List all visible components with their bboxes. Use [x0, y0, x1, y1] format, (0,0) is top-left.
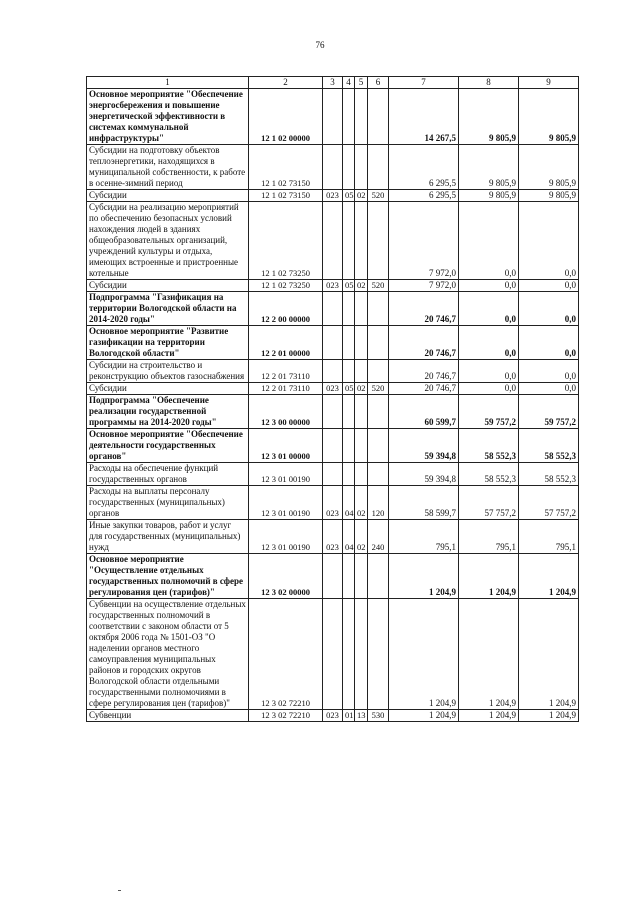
amount-col-9: 9 805,9	[519, 145, 579, 190]
section-code: 05	[343, 280, 355, 292]
row-name: Основное мероприятие "Развитие газификации на территории Вологодской области"	[87, 326, 249, 360]
row-name: Подпрограмма "Обеспечение реализации государственной программы на 2014-2020 годы"	[87, 395, 249, 429]
amount-col-9: 59 757,2	[519, 395, 579, 429]
ministry-code	[323, 145, 343, 190]
ministry-code	[323, 360, 343, 383]
ministry-code: 023	[323, 520, 343, 554]
subsection-code: 02	[355, 190, 368, 202]
subsection-code: 02	[355, 383, 368, 395]
section-code	[343, 599, 355, 710]
target-article-code: 12 1 02 00000	[249, 89, 323, 145]
target-article-code: 12 1 02 73250	[249, 280, 323, 292]
amount-col-7: 7 972,0	[389, 202, 459, 280]
amount-col-8: 0,0	[459, 360, 519, 383]
section-code	[343, 395, 355, 429]
table-row	[87, 554, 579, 599]
expense-type-code: 520	[368, 383, 389, 395]
amount-col-8: 1 204,9	[459, 599, 519, 710]
row-name: Подпрограмма "Газификация на территории Вологодской области на 2014-2020 годы"	[87, 292, 249, 326]
row-name: Субсидии	[87, 190, 249, 202]
amount-col-9: 1 204,9	[519, 710, 579, 722]
amount-col-8: 1 204,9	[459, 710, 519, 722]
amount-col-7: 59 394,8	[389, 429, 459, 463]
amount-col-9: 0,0	[519, 326, 579, 360]
section-code: 05	[343, 383, 355, 395]
subsection-code	[355, 360, 368, 383]
header-cell: 9	[519, 77, 579, 89]
amount-col-7: 20 746,7	[389, 292, 459, 326]
margin-mark	[118, 890, 121, 891]
target-article-code: 12 2 01 73110	[249, 360, 323, 383]
subsection-code	[355, 89, 368, 145]
ministry-code: 023	[323, 710, 343, 722]
target-article-code: 12 3 01 00190	[249, 463, 323, 486]
amount-col-9: 0,0	[519, 202, 579, 280]
amount-col-8: 58 552,3	[459, 429, 519, 463]
table-row	[87, 486, 579, 520]
ministry-code	[323, 202, 343, 280]
ministry-code	[323, 326, 343, 360]
row-name: Субсидии	[87, 280, 249, 292]
page-number: 76	[315, 40, 325, 50]
section-code	[343, 429, 355, 463]
expense-type-code: 520	[368, 280, 389, 292]
amount-col-8: 9 805,9	[459, 145, 519, 190]
section-code	[343, 292, 355, 326]
amount-col-9: 9 805,9	[519, 89, 579, 145]
amount-col-8: 59 757,2	[459, 395, 519, 429]
expense-type-code	[368, 395, 389, 429]
header-cell: 1	[87, 77, 249, 89]
row-name: Субвенции на осуществление отдельных государственных полномочий в соответствии с законом области от 5 октября 2006 года № 1501-ОЗ "О наделении органов местного самоуправления муниципальных районов и городских округов Вологодской области отдельными государственными полномочиями в сфере регулирования цен (тарифов)"	[87, 599, 249, 710]
table-row	[87, 360, 579, 383]
amount-col-8: 9 805,9	[459, 89, 519, 145]
header-cell: 6	[368, 77, 389, 89]
expense-type-code	[368, 463, 389, 486]
subsection-code	[355, 292, 368, 326]
expense-type-code	[368, 326, 389, 360]
section-code	[343, 326, 355, 360]
amount-col-7: 20 746,7	[389, 326, 459, 360]
ministry-code	[323, 292, 343, 326]
section-code	[343, 202, 355, 280]
section-code: 01	[343, 710, 355, 722]
table-row	[87, 383, 579, 395]
target-article-code: 12 3 02 72210	[249, 710, 323, 722]
header-row	[87, 77, 579, 89]
subsection-code	[355, 599, 368, 710]
subsection-code: 02	[355, 280, 368, 292]
ministry-code	[323, 89, 343, 145]
table-row	[87, 326, 579, 360]
ministry-code: 023	[323, 190, 343, 202]
row-name: Субсидии на строительство и реконструкцию объектов газоснабжения	[87, 360, 249, 383]
table-row	[87, 280, 579, 292]
amount-col-7: 795,1	[389, 520, 459, 554]
row-name: Основное мероприятие "Осуществление отдельных государственных полномочий в сфере регулирования цен (тарифов)"	[87, 554, 249, 599]
row-name: Субсидии на реализацию мероприятий по обеспечению безопасных условий нахождения людей в зданиях общеобразовательных организаций, учреждений культуры и отдыха, имеющих встроенные и пристроенные котельные	[87, 202, 249, 280]
target-article-code: 12 1 02 73150	[249, 145, 323, 190]
subsection-code: 02	[355, 520, 368, 554]
subsection-code: 13	[355, 710, 368, 722]
row-name: Расходы на обеспечение функций государственных органов	[87, 463, 249, 486]
subsection-code	[355, 554, 368, 599]
amount-col-8: 795,1	[459, 520, 519, 554]
amount-col-7: 20 746,7	[389, 360, 459, 383]
expense-type-code: 120	[368, 486, 389, 520]
table-row	[87, 599, 579, 710]
amount-col-9: 0,0	[519, 360, 579, 383]
amount-col-8: 0,0	[459, 292, 519, 326]
expense-type-code	[368, 292, 389, 326]
subsection-code	[355, 326, 368, 360]
target-article-code: 12 1 02 73250	[249, 202, 323, 280]
budget-table	[86, 76, 579, 722]
expense-type-code	[368, 599, 389, 710]
amount-col-7: 58 599,7	[389, 486, 459, 520]
target-article-code: 12 3 02 72210	[249, 599, 323, 710]
table-row	[87, 463, 579, 486]
target-article-code: 12 2 01 00000	[249, 326, 323, 360]
amount-col-9: 58 552,3	[519, 463, 579, 486]
subsection-code: 02	[355, 486, 368, 520]
row-name: Субвенции	[87, 710, 249, 722]
subsection-code	[355, 202, 368, 280]
amount-col-7: 59 394,8	[389, 463, 459, 486]
expense-type-code: 240	[368, 520, 389, 554]
ministry-code: 023	[323, 383, 343, 395]
row-name: Расходы на выплаты персоналу государственных (муниципальных) органов	[87, 486, 249, 520]
target-article-code: 12 3 02 00000	[249, 554, 323, 599]
subsection-code	[355, 463, 368, 486]
amount-col-8: 58 552,3	[459, 463, 519, 486]
section-code: 04	[343, 520, 355, 554]
amount-col-8: 57 757,2	[459, 486, 519, 520]
target-article-code: 12 3 01 00190	[249, 520, 323, 554]
amount-col-7: 1 204,9	[389, 599, 459, 710]
amount-col-9: 795,1	[519, 520, 579, 554]
target-article-code: 12 3 01 00000	[249, 429, 323, 463]
expense-type-code	[368, 202, 389, 280]
section-code	[343, 89, 355, 145]
section-code: 05	[343, 190, 355, 202]
amount-col-8: 0,0	[459, 383, 519, 395]
amount-col-9: 1 204,9	[519, 554, 579, 599]
table-row	[87, 190, 579, 202]
expense-type-code	[368, 554, 389, 599]
amount-col-7: 6 295,5	[389, 190, 459, 202]
ministry-code	[323, 463, 343, 486]
amount-col-7: 6 295,5	[389, 145, 459, 190]
row-name: Субсидии на подготовку объектов теплоэнергетики, находящихся в муниципальной собственности, к работе в осенне-зимний период	[87, 145, 249, 190]
ministry-code	[323, 429, 343, 463]
table-row	[87, 202, 579, 280]
header-cell: 3	[323, 77, 343, 89]
amount-col-9: 0,0	[519, 292, 579, 326]
expense-type-code: 520	[368, 190, 389, 202]
header-cell: 8	[459, 77, 519, 89]
amount-col-7: 1 204,9	[389, 554, 459, 599]
amount-col-9: 0,0	[519, 383, 579, 395]
ministry-code	[323, 554, 343, 599]
ministry-code: 023	[323, 486, 343, 520]
amount-col-9: 1 204,9	[519, 599, 579, 710]
section-code	[343, 360, 355, 383]
expense-type-code	[368, 429, 389, 463]
table-row	[87, 395, 579, 429]
amount-col-7: 14 267,5	[389, 89, 459, 145]
header-cell: 5	[355, 77, 368, 89]
table-row	[87, 429, 579, 463]
table-row	[87, 520, 579, 554]
amount-col-8: 1 204,9	[459, 554, 519, 599]
section-code	[343, 145, 355, 190]
amount-col-8: 0,0	[459, 202, 519, 280]
table-row	[87, 292, 579, 326]
expense-type-code	[368, 360, 389, 383]
table-row	[87, 710, 579, 722]
row-name: Иные закупки товаров, работ и услуг для государственных (муниципальных) нужд	[87, 520, 249, 554]
expense-type-code: 530	[368, 710, 389, 722]
table-row	[87, 89, 579, 145]
target-article-code: 12 2 00 00000	[249, 292, 323, 326]
amount-col-8: 0,0	[459, 280, 519, 292]
table-row	[87, 145, 579, 190]
ministry-code: 023	[323, 280, 343, 292]
ministry-code	[323, 599, 343, 710]
expense-type-code	[368, 89, 389, 145]
row-name: Основное мероприятие "Обеспечение энергосбережения и повышение энергетической эффективности в системах коммунальной инфраструктуры"	[87, 89, 249, 145]
header-cell: 7	[389, 77, 459, 89]
target-article-code: 12 3 00 00000	[249, 395, 323, 429]
subsection-code	[355, 145, 368, 190]
ministry-code	[323, 395, 343, 429]
amount-col-9: 58 552,3	[519, 429, 579, 463]
row-name: Основное мероприятие "Обеспечение деятельности государственных органов"	[87, 429, 249, 463]
amount-col-9: 0,0	[519, 280, 579, 292]
amount-col-9: 9 805,9	[519, 190, 579, 202]
section-code	[343, 554, 355, 599]
amount-col-7: 60 599,7	[389, 395, 459, 429]
amount-col-7: 20 746,7	[389, 383, 459, 395]
target-article-code: 12 1 02 73150	[249, 190, 323, 202]
header-cell: 2	[249, 77, 323, 89]
header-cell: 4	[343, 77, 355, 89]
amount-col-7: 1 204,9	[389, 710, 459, 722]
amount-col-9: 57 757,2	[519, 486, 579, 520]
subsection-code	[355, 429, 368, 463]
target-article-code: 12 3 01 00190	[249, 486, 323, 520]
section-code: 04	[343, 486, 355, 520]
row-name: Субсидии	[87, 383, 249, 395]
subsection-code	[355, 395, 368, 429]
expense-type-code	[368, 145, 389, 190]
target-article-code: 12 2 01 73110	[249, 383, 323, 395]
section-code	[343, 463, 355, 486]
amount-col-7: 7 972,0	[389, 280, 459, 292]
amount-col-8: 9 805,9	[459, 190, 519, 202]
amount-col-8: 0,0	[459, 326, 519, 360]
